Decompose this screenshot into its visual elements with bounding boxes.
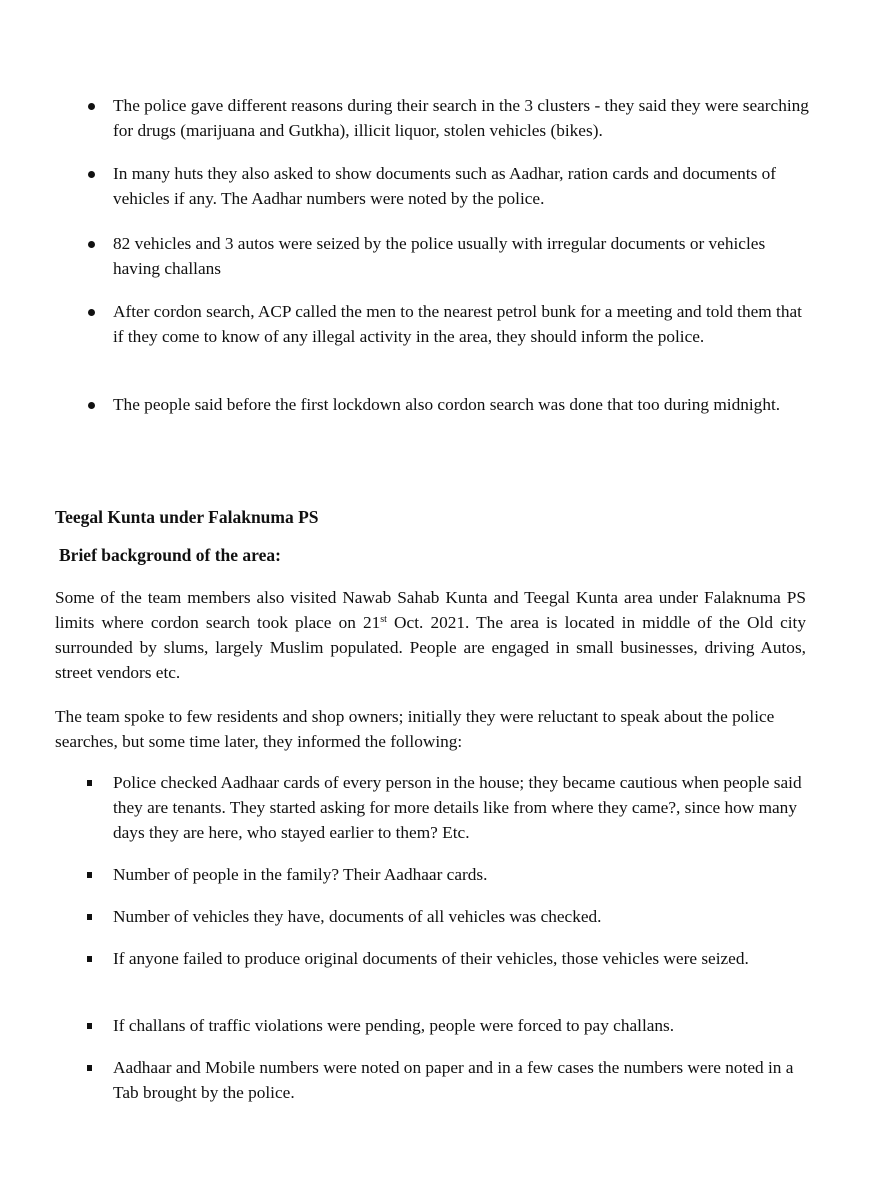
bullet-dot-icon xyxy=(88,103,95,110)
section-title: Teegal Kunta under Falaknuma PS xyxy=(55,507,319,527)
list-item-text: If challans of traffic violations were pending, people were forced to pay challans. xyxy=(113,1016,675,1035)
bullet-square-icon xyxy=(87,1023,92,1029)
list-item-text: After cordon search, ACP called the men to the nearest petrol bunk for a meeting and told them that if they come to know of any illegal activity in the area, they should inform the police. xyxy=(113,302,802,346)
section-subtitle: Brief background of the area: xyxy=(59,545,281,565)
ordinal-suffix: st xyxy=(380,614,387,625)
list-item-text: Number of people in the family? Their Aadhaar cards. xyxy=(113,865,488,884)
list-item-text: Aadhaar and Mobile numbers were noted on paper and in a few cases the numbers were noted in a Tab brought by the police. xyxy=(113,1058,794,1102)
paragraph-text: Some of the team members also visited Nawab Sahab Kunta and Teegal Kunta area under Falaknuma PS limits where cordon search took place on 21 xyxy=(55,588,806,632)
list-item-text: The police gave different reasons during their search in the 3 clusters - they said they were searching for drugs (marijuana and Gutkha), illicit liquor, stolen vehicles (bikes). xyxy=(113,96,809,140)
bullet-square-icon xyxy=(87,914,92,920)
list-item-text: If anyone failed to produce original documents of their vehicles, those vehicles were seized. xyxy=(113,949,749,968)
list-item-text: Number of vehicles they have, documents of all vehicles was checked. xyxy=(113,907,602,926)
background-paragraph xyxy=(55,585,806,685)
paragraph-text: Oct. 2021. The area is located in middle of the Old city surrounded by slums, largely Muslim populated. People are engaged in small businesses, driving Autos, street vendors etc. xyxy=(55,613,807,682)
bullet-square-icon xyxy=(87,956,92,962)
bullet-square-icon xyxy=(87,872,92,878)
bullet-dot-icon xyxy=(88,402,95,409)
list-item-text: Police checked Aadhaar cards of every person in the house; they became cautious when people said they are tenants. They started asking for more details like from where they came?, since how many days they are here, who stayed earlier to them? Etc. xyxy=(113,773,802,842)
list-item-text: 82 vehicles and 3 autos were seized by the police usually with irregular documents or vehicles having challans xyxy=(113,234,766,278)
list-item-text: The people said before the first lockdown also cordon search was done that too during midnight. xyxy=(113,395,781,414)
bullet-square-icon xyxy=(87,780,92,786)
intro-paragraph: The team spoke to few residents and shop owners; initially they were reluctant to speak about the police searches, but some time later, they informed the following: xyxy=(55,707,775,751)
bullet-dot-icon xyxy=(88,309,95,316)
bullet-square-icon xyxy=(87,1065,92,1071)
bullet-dot-icon xyxy=(88,241,95,248)
bullet-dot-icon xyxy=(88,171,95,178)
list-item-text: In many huts they also asked to show documents such as Aadhar, ration cards and documents of vehicles if any. The Aadhar numbers were noted by the police. xyxy=(113,164,777,208)
